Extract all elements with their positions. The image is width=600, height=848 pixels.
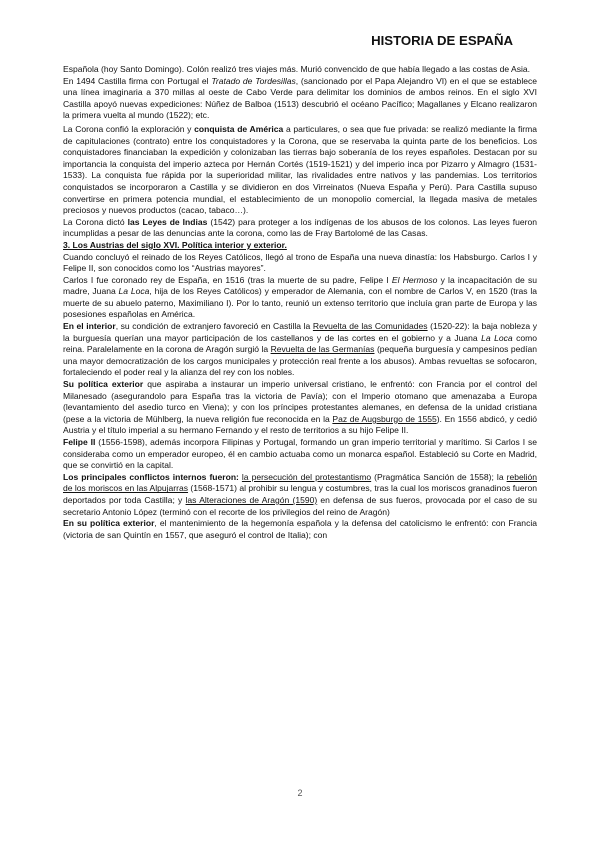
- paragraph-leyes-indias: La Corona dictó las Leyes de Indias (1542) para proteger a los indígenas de los abusos de los colonos. Las leyes fueron incumplidas a pesar de las denuncias ante la corona, como las de Fray Bartolomé de las Casas.: [63, 216, 537, 239]
- link-paz-augsburgo: Paz de Augsburgo de 1555: [332, 413, 437, 424]
- paragraph-felipe-ii: Felipe II (1556-1598), además incorpora Filipinas y Portugal, formando un gran imperio territorial y marítimo. Si Carlos I se consideraba como un emperador europeo, él en cambio actuaba como un monarca español. Estableció su Corte en Madrid, que se convirtió en la capital.: [63, 437, 537, 471]
- paragraph-felipe-exterior: En su política exterior, el mantenimiento de la hegemonía española y la defensa del catolicismo le enfrentó: con Francia (victoria de san Quintín en 1557, que aseguró el control de Italia); con: [63, 518, 537, 540]
- paragraph-tordesillas: En 1494 Castilla firma con Portugal el Tratado de Tordesillas, (sancionado por el Papa Alejandro VI) en el que se establece una línea imaginaria a 370 millas al oeste de Cabo Verde para delimitar los dominios de ambos reinos. En el siglo XVI Castilla apoyó nuevas expediciones: Núñez de Balboa (1513) descubrió el océano Pacífico; Magallanes y Elcano realizaron la primera vuelta al mundo (1522); etc.: [63, 75, 537, 121]
- link-comunidades: Revuelta de las Comunidades: [312, 321, 428, 332]
- bold-leyes-indias: las Leyes de Indias: [127, 216, 208, 227]
- paragraph-politica-exterior: Su política exterior que aspiraba a instaurar un imperio universal cristiano, le enfrentó: con Francia por el control del Milanesado (asegurandolo para España tras la victoria de Pavía); con el Imperio otomano que amenazaba a Europa (levantamiento del asedio turco en Viena); y con los príncipes protestantes alemanes, en defensa de la unidad cristiana (pese a la victoria de Mühlberg, la nueva religión fue reconocida en la Paz de Augsburgo de 1555). En 1556 abdicó, y cedió Austria y el título imperial a su hermano Fernando y el resto de territorios a su hijo Felipe II.: [63, 379, 537, 436]
- paragraph-carlos-i: Carlos I fue coronado rey de España, en 1516 (tras la muerte de su padre, Felipe I El Hermoso y la incapacitación de su madre, Juana La Loca, hija de los Reyes Católicos) y emperador de Alemania, con el nombre de Carlos V, en 1520 (tras la muerte de su abuelo paterno, Maximiliano I). Por lo tanto, reunió un extenso territorio que incluía gran parte de Europa y las posesiones españolas en América.: [63, 274, 537, 320]
- paragraph-conflictos-internos: Los principales conflictos internos fueron: la persecución del protestantismo (Pragmática Sanción de 1558); la rebelión de los moriscos en las Alpujarras (1568-1571) al prohibir su lengua y costumbres, tras la cual los moriscos granadinos fueron deportados por toda Castilla; y las Alteraciones de Aragón (1590) en defensa de sus fueros, provocada por el caso de su secretario Antonio López (terminó con el recorte de los privilegios del reino de Aragón): [63, 471, 538, 517]
- page-number: 2: [297, 788, 303, 798]
- paragraph-conquista: La Corona confió la exploración y conquista de América a particulares, o sea que fue privada: se realizó mediante la firma de capitulaciones (contrato) entre los conquistadores y la Corona, que se reservaba la quinta parte de los beneficios. Los conquistadores financiaban la expedición y colonizaban las tierras bajo soberanía de los reyes españoles. Destacan por su importancia la conquista del imperio azteca por Hernán Cortés (1519-1521) y del imperio inca por Pizarro y Almagro (1531-1533). La conquista fue rápida por la superioridad militar, las rivalidades entre nativos y las pandemias. Los territorios conquistados se incorporaron a Castilla y se dividieron en dos Virreinatos (Nueva España y Perú). Para Castilla supuso convertirse en primera potencia mundial, el establecimiento de un monopolio comercial, la llegada masiva de metales preciosos y nuevos productos (cacao, tabaco…).: [63, 123, 537, 216]
- section-heading: 3. Los Austrias del siglo XVI. Política interior y exterior.: [63, 239, 287, 250]
- italic-tratado: Tratado de Tordesillas: [211, 75, 296, 86]
- link-germanias: Revuelta de las Germanías: [270, 344, 375, 355]
- paragraph-colon: Española (hoy Santo Domingo). Colón realizó tres viajes más. Murió convencido de que había llegado a las costas de Asia.: [63, 64, 531, 74]
- paragraph-interior: En el interior, su condición de extranjero favoreció en Castilla la Revuelta de las Comunidades (1520-22): la baja nobleza y la burguesía querían una mayor participación de los castellanos y de las cortes en el gobierno y a Juana La Loca como reina. Paralelamente en la corona de Aragón surgió la Revuelta de las Germanías (pequeña burguesía y campesinos pedían una mayor democratización de los cargos municipales y protección real frente a los abusos). Ambas revueltas se sofocaron, fortaleciendo el poder real y la alianza del rey con los nobles.: [63, 321, 538, 378]
- paragraph-habsburgo: Cuando concluyó el reinado de los Reyes Católicos, llegó al trono de España una nueva dinastía: los Habsburgo. Carlos I y Felipe II, son conocidos como los “Austrias mayores”.: [63, 251, 537, 274]
- document-body: [63, 64, 537, 541]
- bold-conquista: conquista de América: [194, 123, 284, 134]
- page-header-title: HISTORIA DE ESPAÑA: [371, 33, 513, 48]
